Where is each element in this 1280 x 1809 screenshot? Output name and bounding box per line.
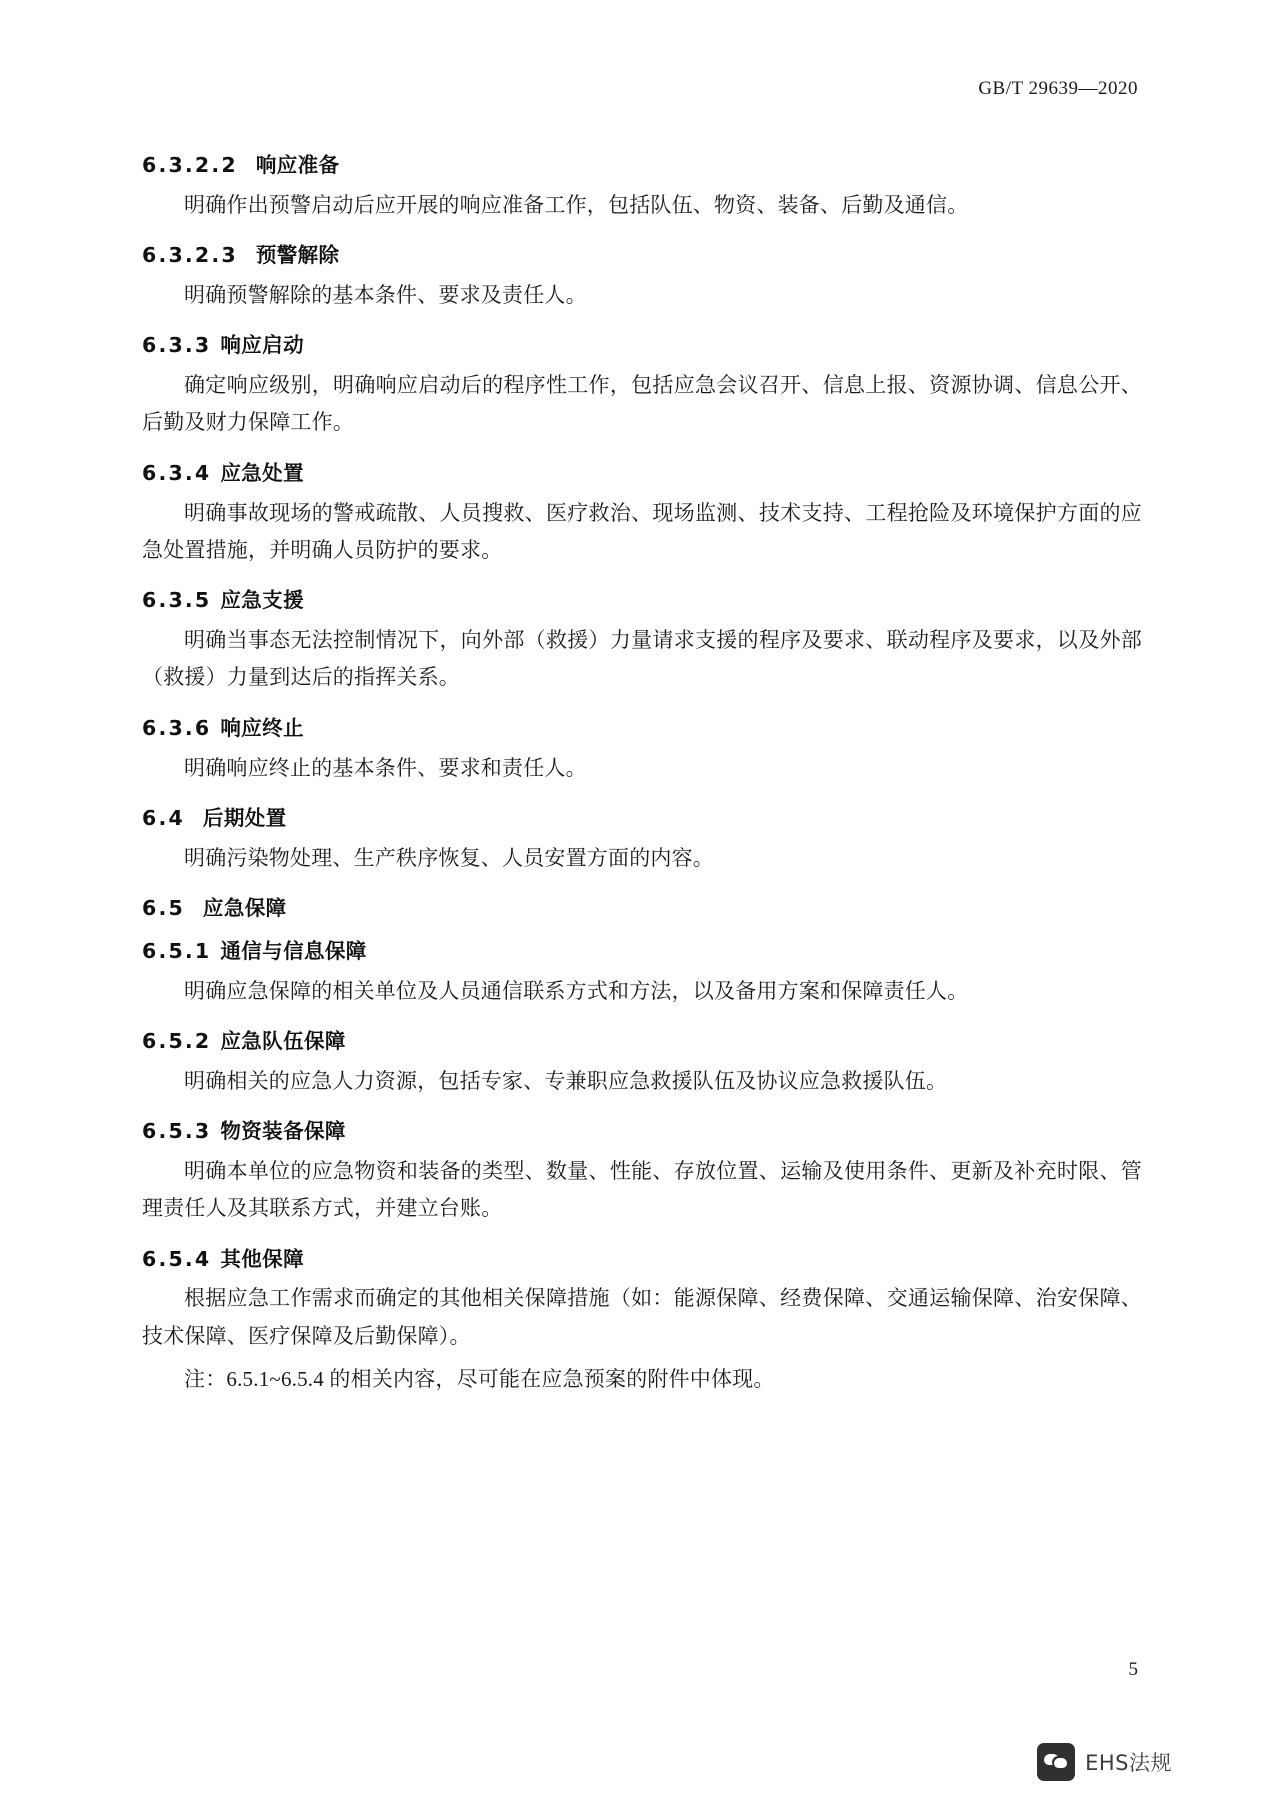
section-paragraph: 确定响应级别，明确响应启动后的程序性工作，包括应急会议召开、信息上报、资源协调、信息公开、后勤及财力保障工作。 [142,373,1142,435]
section-heading [142,240,1142,271]
section-title: 后期处置 [202,805,287,830]
section-paragraph: 明确应急保障的相关单位及人员通信联系方式和方法，以及备用方案和保障责任人。 [184,978,969,1003]
section-6-3-5 [142,585,1142,697]
section-paragraph: 根据应急工作需求而确定的其他相关保障措施（如：能源保障、经费保障、交通运输保障、治安保障、技术保障、医疗保障及后勤保障）。 [142,1286,1142,1348]
section-title: 响应终止 [220,715,304,740]
section-number: 6.5.1 [142,938,212,963]
wechat-official-account-icon [1037,1743,1075,1781]
watermark [1037,1743,1172,1781]
section-title: 应急支援 [220,588,304,613]
section-number: 6.5 [142,896,185,920]
section-number: 6.5.4 [142,1246,212,1271]
section-number: 6.3.5 [142,588,212,613]
section-6-5-2 [142,1026,1142,1100]
watermark-label: EHS法规 [1085,1751,1172,1775]
section-paragraph: 明确预警解除的基本条件、要求及责任人。 [184,282,587,307]
section-paragraph: 明确本单位的应急物资和装备的类型、数量、性能、存放位置、运输及使用条件、更新及补充时限、管理责任人及其联系方式，并建立台账。 [142,1158,1142,1221]
section-heading [142,936,1142,967]
section-6-5 [142,893,1142,924]
section-paragraph: 明确事故现场的警戒疏散、人员搜救、医疗救治、现场监测、技术支持、工程抢险及环境保护方面的应急处置措施，并明确人员防护的要求。 [142,500,1142,562]
section-heading [142,1026,1142,1057]
section-6-5-1 [142,936,1142,1010]
section-6-3-6 [142,713,1142,787]
section-6-4 [142,803,1142,877]
section-title: 其他保障 [220,1246,304,1271]
section-heading [142,803,1142,834]
section-number: 6.3.6 [142,715,212,740]
section-title: 响应启动 [220,333,304,358]
section-heading [142,893,1142,924]
section-title: 预警解除 [255,243,340,268]
section-number: 6.3.3 [142,333,212,358]
section-number: 6.5.3 [142,1119,212,1143]
section-6-5-3 [142,1116,1142,1228]
section-title: 响应准备 [255,153,340,177]
section-paragraph: 明确污染物处理、生产秩序恢复、人员安置方面的内容。 [184,845,714,870]
page-header-standard-code: GB/T 29639—2020 [978,78,1138,99]
section-heading [142,1244,1142,1275]
section-title: 通信与信息保障 [220,938,367,963]
section-note: 注：6.5.1~6.5.4 的相关内容，尽可能在应急预案的附件中体现。 [184,1367,775,1391]
section-title: 应急队伍保障 [220,1028,346,1053]
section-heading [142,585,1142,616]
section-title: 应急保障 [202,896,287,920]
section-paragraph: 明确相关的应急人力资源，包括专家、专兼职应急救援队伍及协议应急救援队伍。 [184,1068,948,1093]
section-number: 6.3.4 [142,460,212,485]
section-heading [142,1116,1142,1147]
section-number: 6.5.2 [142,1028,212,1053]
section-paragraph: 明确当事态无法控制情况下，向外部（救援）力量请求支援的程序及要求、联动程序及要求，以及外部（救援）力量到达后的指挥关系。 [142,628,1142,690]
section-paragraph: 明确响应终止的基本条件、要求和责任人。 [184,755,587,780]
section-6-3-3 [142,330,1142,442]
section-6-3-2-3 [142,240,1142,314]
section-6-3-2-2 [142,150,1142,224]
section-number: 6.4 [142,805,185,830]
section-number: 6.3.2.2 [142,153,238,177]
section-paragraph: 明确作出预警启动后应开展的响应准备工作，包括队伍、物资、装备、后勤及通信。 [184,192,969,217]
section-heading [142,150,1142,181]
section-title: 物资装备保障 [220,1119,346,1143]
section-heading [142,330,1142,361]
section-title: 应急处置 [220,460,304,485]
section-heading [142,458,1142,489]
document-body [142,150,1142,1414]
section-6-3-4 [142,458,1142,570]
section-heading [142,713,1142,744]
page-number: 5 [1128,1659,1138,1680]
section-6-5-4 [142,1244,1142,1399]
section-number: 6.3.2.3 [142,243,238,268]
